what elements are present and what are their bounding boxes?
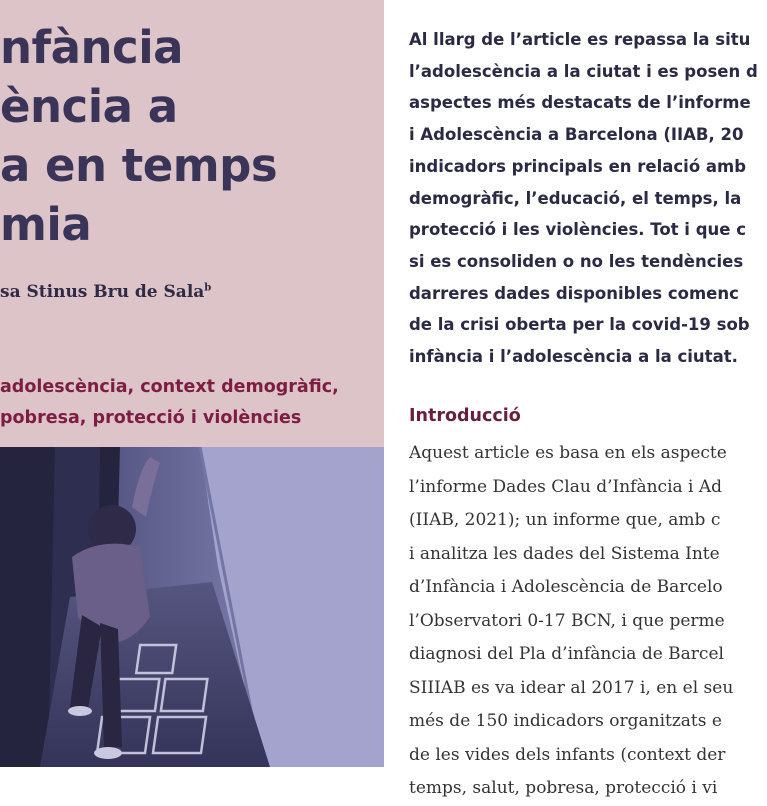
body-line: més de 150 indicadors organitzats e <box>409 711 722 731</box>
abstract-line: Al llarg de l’article es repassa la situ <box>409 30 751 49</box>
body-line: i analitza les dades del Sistema Inte <box>409 543 720 564</box>
article-photo <box>0 447 384 767</box>
abstract <box>409 24 767 373</box>
title-line: ència a <box>0 80 178 133</box>
body-line: l’Observatori 0-17 BCN, i que perme <box>409 610 725 631</box>
photo-child-hopscotch <box>0 447 384 767</box>
abstract-line: demogràfic, l’educació, el temps, la <box>409 188 742 208</box>
body-line: temps, salut, pobresa, protecció i vi <box>409 778 718 798</box>
body-text <box>409 437 767 806</box>
abstract-line: indicadors principals en relació amb <box>409 156 747 176</box>
authors <box>0 282 211 302</box>
keywords-line: adolescència, context demogràfic, <box>0 377 339 397</box>
body-line: l’informe Dades Clau d’Infància i Ad <box>409 476 723 497</box>
body-line: Aquest article es basa en els aspecte <box>409 443 727 463</box>
authors-name: sa Stinus Bru de Sala <box>0 282 205 302</box>
abstract-line: infància i l’adolescència a la ciutat. <box>409 347 738 367</box>
abstract-line: aspectes més destacats de l’informe <box>409 93 751 113</box>
article-title <box>0 18 277 254</box>
body-line: d’Infància i Adolescència de Barcelo <box>409 577 723 597</box>
abstract-line: si es consoliden o no les tendències <box>409 251 744 271</box>
abstract-line: protecció i les violències. Tot i que c <box>409 220 746 240</box>
author-affiliation-mark: b <box>204 282 212 294</box>
left-panel <box>0 0 384 767</box>
body-line: diagnosi del Pla d’infància de Barcel <box>409 644 724 664</box>
keywords-line: pobresa, protecció i violències <box>0 408 302 428</box>
abstract-line: l’adolescència a la ciutat i es posen d <box>409 61 758 81</box>
abstract-line: i Adolescència a Barcelona (IIAB, 20 <box>409 125 744 145</box>
body-line: de les vides dels infants (context der <box>409 744 726 765</box>
abstract-line: de la crisi oberta per la covid-19 sob <box>409 315 750 335</box>
abstract-line: darreres dades disponibles comenc <box>409 283 739 303</box>
title-line: mia <box>0 198 92 251</box>
keywords <box>0 372 339 434</box>
section-heading-introduction: Introducció <box>409 406 521 426</box>
title-line: a en temps <box>0 139 278 192</box>
body-line: SIIIAB es va idear al 2017 i, en el seu <box>409 677 734 698</box>
title-line: nfància <box>0 21 183 74</box>
body-line: (IIAB, 2021); un informe que, amb c <box>409 510 721 530</box>
